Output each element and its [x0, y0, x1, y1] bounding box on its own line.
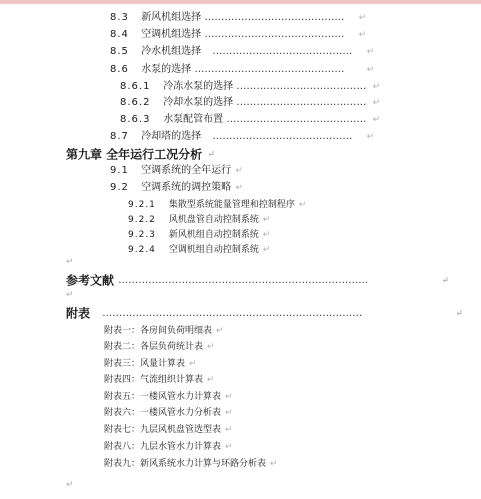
toc-title: 冷却塔的选择	[141, 131, 202, 142]
appendix-item[interactable]	[104, 373, 214, 388]
paragraph-mark-icon: ↵	[366, 65, 375, 75]
ruler-strip	[0, 0, 481, 4]
appendix-item[interactable]	[104, 390, 232, 405]
toc-entry-9-2-4[interactable]	[128, 243, 270, 258]
toc-number: 8.6.1	[120, 81, 151, 92]
paragraph-mark-icon: ↵	[235, 166, 243, 176]
chapter-heading[interactable]	[66, 146, 215, 163]
paragraph-mark-icon: ↵	[358, 30, 367, 40]
references-title: 参考文献	[66, 273, 115, 288]
toc-number: 8.6.2	[120, 97, 151, 108]
appendix-item[interactable]	[104, 406, 232, 421]
paragraph-mark-icon: ↵	[262, 230, 271, 240]
appendix-item-text: 附表三：风量计算表	[104, 359, 186, 369]
paragraph-mark-icon: ↵	[215, 326, 224, 336]
toc-entry-9-2-2[interactable]	[128, 213, 270, 228]
appendix-item-text: 附表八：九层水管水力计算表	[104, 442, 222, 452]
toc-entry-8-7[interactable]	[110, 130, 374, 145]
paragraph-mark-icon: ↵	[66, 257, 74, 267]
appendix-item-text: 附表二：各层负荷统计表	[104, 342, 204, 352]
appendix-item-text: 附表一：各房间负荷明细表	[104, 326, 213, 336]
appendix-item[interactable]	[104, 440, 232, 455]
toc-leader-dots: ………………………………………	[194, 64, 345, 75]
toc-number: 8.6	[110, 64, 129, 75]
paragraph-mark-icon: ↵	[206, 342, 215, 352]
toc-number: 9.1	[110, 165, 129, 176]
appendix-item-text: 附表七：九层风机盘管选型表	[104, 425, 222, 435]
appendix-item[interactable]	[104, 324, 223, 339]
paragraph-mark-icon: ↵	[235, 183, 243, 193]
paragraph-mark-icon: ↵	[224, 442, 233, 452]
toc-title: 集散型系统能量管理和控制程序	[168, 200, 295, 210]
paragraph-mark-icon: ↵	[224, 408, 233, 418]
toc-entry-8-3[interactable]	[110, 11, 366, 26]
toc-title: 冷水机组选择	[141, 46, 202, 57]
paragraph-mark-icon: ↵	[372, 98, 381, 108]
toc-title: 冷冻水泵的选择	[163, 81, 234, 92]
paragraph-mark-icon: ↵	[372, 82, 381, 92]
appendix-item-text: 附表五：一楼风管水力计算表	[104, 392, 222, 402]
toc-leader-dots: ……………………………………	[212, 131, 353, 142]
toc-entry-9-2-1[interactable]	[128, 198, 306, 213]
toc-number: 8.7	[110, 131, 129, 142]
toc-leader-dots: ……………………………………	[204, 29, 345, 40]
chapter-title: 第九章 全年运行工况分析	[66, 147, 203, 162]
paragraph-mark-icon: ↵	[269, 459, 278, 469]
toc-entry-9-2-3[interactable]	[128, 228, 270, 243]
toc-number: 9.2.3	[128, 230, 156, 240]
toc-entry-8-6-2[interactable]	[120, 96, 380, 111]
toc-title: 空调系统的全年运行	[141, 165, 232, 176]
toc-leader-dots: ……………………………………………………………………	[102, 307, 363, 319]
toc-title: 冷却水泵的选择	[163, 97, 234, 108]
appendix-item[interactable]	[104, 340, 214, 355]
paragraph-mark-icon: ↵	[366, 47, 375, 57]
references-entry[interactable]	[66, 272, 449, 289]
appendix-item-text: 附表六：一楼风管水力分析表	[104, 408, 222, 418]
paragraph-mark-icon: ↵	[207, 149, 215, 160]
appendix-title: 附表	[66, 306, 91, 321]
toc-entry-8-6-1[interactable]	[120, 80, 380, 95]
paragraph-mark-icon: ↵	[66, 290, 74, 300]
toc-leader-dots: ……………………………………	[212, 46, 353, 57]
paragraph-mark-icon: ↵	[66, 480, 74, 490]
paragraph-mark-icon: ↵	[262, 245, 271, 255]
paragraph-mark-icon: ↵	[366, 132, 375, 142]
appendix-item[interactable]	[104, 423, 232, 438]
toc-entry-8-5[interactable]	[110, 45, 374, 60]
toc-number: 9.2.2	[128, 215, 156, 225]
paragraph-mark-icon: ↵	[188, 359, 197, 369]
paragraph-mark-icon: ↵	[441, 275, 449, 286]
paragraph-mark-icon: ↵	[298, 200, 307, 210]
toc-number: 9.2.1	[128, 200, 156, 210]
toc-title: 水泵配管布置	[163, 114, 224, 125]
toc-title: 新风机组自动控制系统	[168, 230, 259, 240]
toc-title: 空调机组选择	[141, 29, 202, 40]
appendix-item[interactable]	[104, 457, 277, 472]
paragraph-mark-icon: ↵	[224, 392, 233, 402]
toc-entry-8-6-3[interactable]	[120, 113, 380, 128]
toc-number: 8.5	[110, 46, 129, 57]
toc-leader-dots: …………………………………	[236, 97, 367, 108]
paragraph-mark-icon: ↵	[372, 115, 381, 125]
paragraph-mark-icon: ↵	[206, 375, 215, 385]
toc-title: 新风机组选择	[141, 12, 202, 23]
toc-entry-9-2[interactable]	[110, 181, 243, 196]
toc-title: 空调机组自动控制系统	[168, 245, 259, 255]
toc-entry-9-1[interactable]	[110, 164, 243, 179]
paragraph-mark-icon: ↵	[262, 215, 271, 225]
toc-entry-8-4[interactable]	[110, 28, 366, 43]
toc-leader-dots: ……………………………………	[204, 12, 345, 23]
toc-leader-dots: ……………………………………	[226, 114, 367, 125]
appendix-entry[interactable]	[66, 305, 463, 322]
toc-number: 8.3	[110, 12, 129, 23]
toc-number: 8.6.3	[120, 114, 151, 125]
paragraph-mark-icon: ↵	[224, 425, 233, 435]
toc-leader-dots: …………………………………	[236, 81, 367, 92]
toc-title: 风机盘管自动控制系统	[168, 215, 259, 225]
appendix-item-text: 附表四：气流组织计算表	[104, 375, 204, 385]
toc-entry-8-6[interactable]	[110, 63, 374, 78]
toc-number: 9.2	[110, 182, 129, 193]
paragraph-mark-icon: ↵	[455, 308, 463, 319]
toc-title: 空调系统的调控策略	[141, 182, 232, 193]
toc-title: 水泵的选择	[141, 64, 192, 75]
appendix-item[interactable]	[104, 357, 196, 372]
toc-number: 8.4	[110, 29, 129, 40]
toc-number: 9.2.4	[128, 245, 156, 255]
appendix-item-text: 附表九：新风系统水力计算与环路分析表	[104, 459, 267, 469]
paragraph-mark-icon: ↵	[358, 13, 367, 23]
toc-leader-dots: …………………………………………………………………	[118, 274, 369, 286]
